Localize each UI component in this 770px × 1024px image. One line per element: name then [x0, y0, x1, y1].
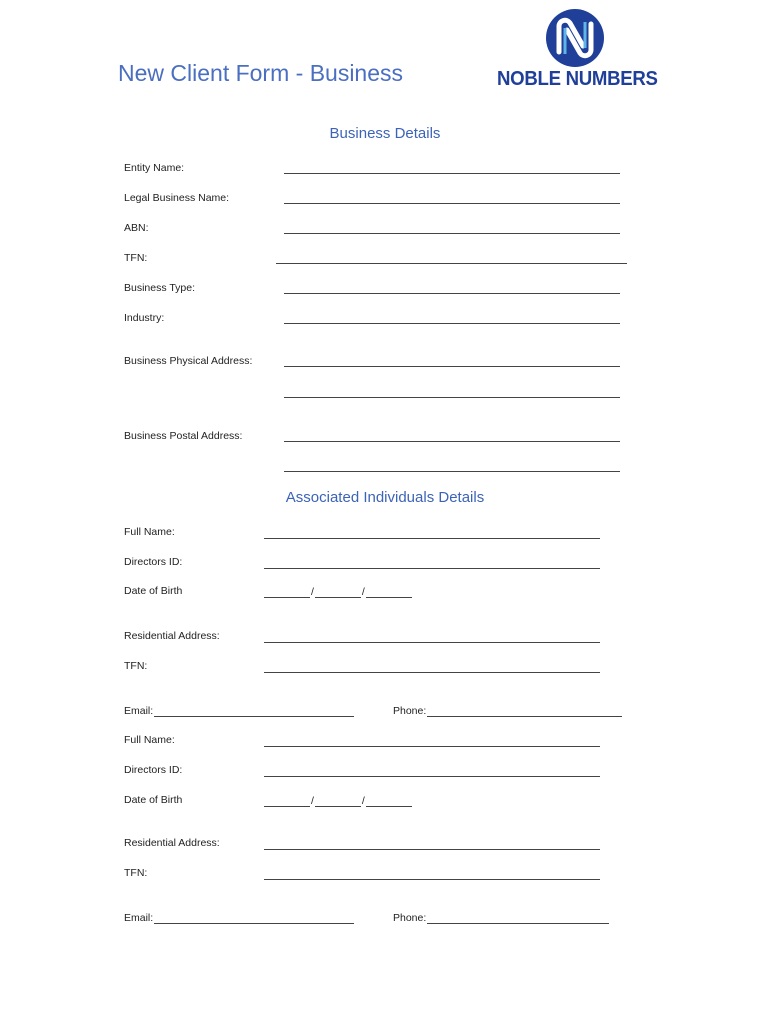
entity-name-field[interactable]: [284, 173, 620, 174]
person-2-phone-label: Phone:: [393, 912, 427, 924]
dob-day-segment[interactable]: [264, 587, 310, 598]
physical-address-field-line-2[interactable]: [284, 397, 620, 398]
business-tfn-field[interactable]: [276, 263, 627, 264]
person-2-dob-label: Date of Birth: [124, 794, 183, 806]
person-2-dob-field[interactable]: [264, 795, 412, 807]
dob-month-segment[interactable]: [315, 796, 361, 807]
person-2-email-label: Email:: [124, 912, 154, 924]
date-separator: /: [311, 795, 314, 807]
person-1-email-field[interactable]: [124, 705, 354, 717]
person-2-residential-address-label: Residential Address:: [124, 837, 220, 849]
page-title: New Client Form - Business: [118, 60, 404, 86]
person-1-phone-label: Phone:: [393, 705, 427, 717]
person-1-directors-id-field[interactable]: [264, 568, 600, 569]
person-2-email-input[interactable]: [154, 913, 354, 924]
postal-address-field-line-2[interactable]: [284, 471, 620, 472]
person-1-tfn-field[interactable]: [264, 672, 600, 673]
business-tfn-label: TFN:: [124, 252, 148, 264]
business-type-label: Business Type:: [124, 282, 196, 294]
person-2-phone-field[interactable]: [393, 912, 609, 924]
person-2-email-field[interactable]: [124, 912, 354, 924]
postal-address-field-line-1[interactable]: [284, 441, 620, 442]
entity-name-label: Entity Name:: [124, 162, 185, 174]
business-type-field[interactable]: [284, 293, 620, 294]
person-1-phone-field[interactable]: [393, 705, 622, 717]
physical-address-field-line-1[interactable]: [284, 366, 620, 367]
industry-field[interactable]: [284, 323, 620, 324]
dob-month-segment[interactable]: [315, 587, 361, 598]
dob-year-segment[interactable]: [366, 796, 412, 807]
person-2-directors-id-field[interactable]: [264, 776, 600, 777]
person-1-directors-id-label: Directors ID:: [124, 556, 183, 568]
date-separator: /: [361, 586, 365, 598]
dob-day-segment[interactable]: [264, 796, 310, 807]
associated-individuals-heading: Associated Individuals Details: [285, 489, 485, 506]
person-2-directors-id-label: Directors ID:: [124, 764, 183, 776]
date-separator: /: [311, 586, 314, 598]
person-1-full-name-label: Full Name:: [124, 526, 175, 538]
person-1-residential-address-field[interactable]: [264, 642, 600, 643]
person-1-dob-label: Date of Birth: [124, 585, 183, 597]
noble-numbers-logo-icon: [545, 8, 605, 68]
person-1-full-name-field[interactable]: [264, 538, 600, 539]
person-1-email-label: Email:: [124, 705, 154, 717]
industry-label: Industry:: [124, 312, 165, 324]
dob-year-segment[interactable]: [366, 587, 412, 598]
legal-business-name-field[interactable]: [284, 203, 620, 204]
person-1-phone-input[interactable]: [427, 706, 622, 717]
legal-business-name-label: Legal Business Name:: [124, 192, 230, 204]
person-2-full-name-label: Full Name:: [124, 734, 175, 746]
postal-address-label: Business Postal Address:: [124, 430, 243, 442]
abn-field[interactable]: [284, 233, 620, 234]
person-2-tfn-field[interactable]: [264, 879, 600, 880]
person-2-residential-address-field[interactable]: [264, 849, 600, 850]
person-1-tfn-label: TFN:: [124, 660, 148, 672]
person-2-full-name-field[interactable]: [264, 746, 600, 747]
abn-label: ABN:: [124, 222, 149, 234]
person-2-tfn-label: TFN:: [124, 867, 148, 879]
person-1-email-input[interactable]: [154, 706, 354, 717]
physical-address-label: Business Physical Address:: [124, 355, 253, 367]
date-separator: /: [361, 795, 365, 807]
person-2-phone-input[interactable]: [427, 913, 609, 924]
logo-wordmark: NOBLE NUMBERS: [497, 68, 658, 90]
person-1-residential-address-label: Residential Address:: [124, 630, 220, 642]
person-1-dob-field[interactable]: [264, 586, 412, 598]
business-details-heading: Business Details: [329, 125, 441, 142]
